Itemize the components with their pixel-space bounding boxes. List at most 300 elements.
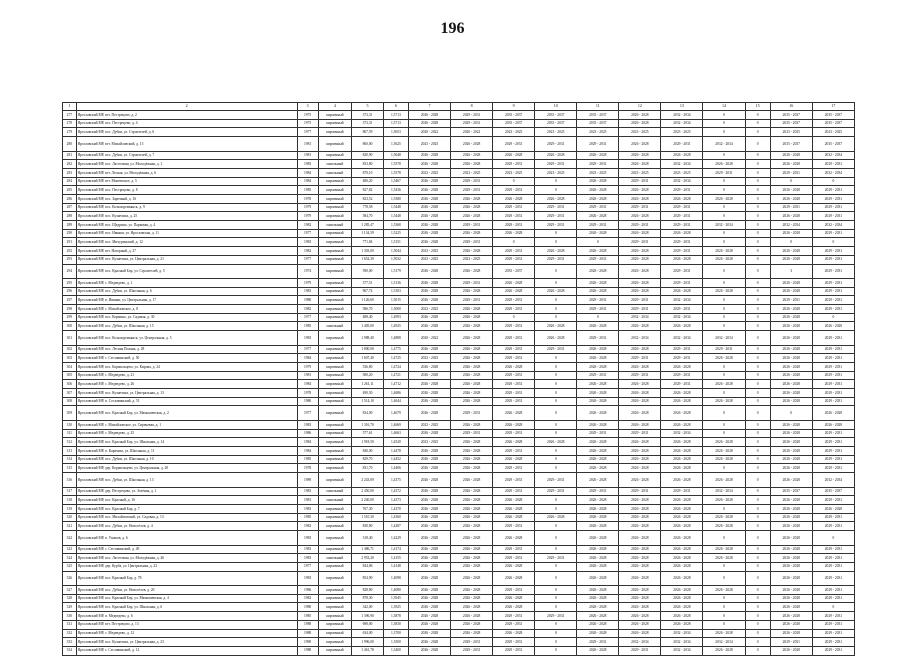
- period-col-8: 2026 - 2028: [451, 447, 493, 456]
- period-col-9: 2029 - 2031: [493, 429, 535, 438]
- address: Ярославский МР, пос. Красный Бор, д. 78: [76, 571, 297, 586]
- address: Ярославский МР, пос. Красный Бор, ул. Школьная, д. 14: [76, 438, 297, 447]
- period-col-10: 2029 - 2031: [535, 473, 577, 488]
- period-col-13: 2026 - 2028: [661, 522, 703, 531]
- period-col-14: 2032 - 2034: [703, 221, 745, 230]
- period-col-9: 2026 - 2028: [493, 455, 535, 464]
- period-col-13: 2026 - 2028: [661, 513, 703, 522]
- period-col-12: 2026 - 2028: [619, 287, 661, 296]
- table-row: [63, 429, 855, 438]
- period-col-15: 0: [745, 363, 770, 372]
- page-number: 196: [440, 20, 465, 37]
- period-col-15: 0: [745, 221, 770, 230]
- period-col-11: 2026 - 2028: [577, 322, 619, 331]
- period-col-15: 0: [745, 371, 770, 380]
- period-col-16: 2026 - 2028: [770, 151, 812, 160]
- table-row: [63, 354, 855, 363]
- period-col-16: 2026 - 2028: [770, 313, 812, 322]
- period-col-12: 2026 - 2028: [619, 473, 661, 488]
- rate: 1,5448: [383, 203, 408, 212]
- period-col-16: 2035 - 2037: [770, 487, 812, 496]
- period-col-10: 0: [535, 264, 577, 279]
- period-col-9: 0: [493, 177, 535, 186]
- period-col-8: 2026 - 2028: [451, 322, 493, 331]
- period-col-11: 2026 - 2028: [577, 287, 619, 296]
- rate: 1,4406: [383, 464, 408, 473]
- period-col-13: 2026 - 2028: [661, 438, 703, 447]
- wall-material: панельный: [318, 496, 352, 505]
- period-col-10: 2026 - 2028: [535, 151, 577, 160]
- period-col-17: 2029 - 2031: [812, 279, 854, 288]
- period-col-11: 2026 - 2028: [577, 464, 619, 473]
- period-col-17: 2029 - 2031: [812, 296, 854, 305]
- address: Ярославский МР, пос. Лесная Поляна, д. 28: [76, 345, 297, 354]
- wall-material: кирпичный: [318, 594, 352, 603]
- period-col-17: 2029 - 2031: [812, 229, 854, 238]
- period-col-8: 2026 - 2028: [451, 562, 493, 571]
- period-col-13: 2026 - 2028: [661, 545, 703, 554]
- area: 584,70: [352, 212, 384, 221]
- period-col-8: 2029 - 2031: [451, 186, 493, 195]
- period-col-14: 0: [703, 229, 745, 238]
- period-col-16: 2026 - 2028: [770, 389, 812, 398]
- period-col-16: 2026 - 2028: [770, 473, 812, 488]
- period-col-11: 2029 - 2031: [577, 371, 619, 380]
- address: Ярославский МР, пос. Дубки, ул. Школьная, д. 13: [76, 473, 297, 488]
- area: 828,80: [352, 586, 384, 595]
- table-row: [63, 229, 855, 238]
- period-col-12: 2026 - 2028: [619, 397, 661, 406]
- period-col-17: 2032 - 2034: [812, 221, 854, 230]
- wall-material: кирпичный: [318, 255, 352, 264]
- build-year: 1979: [297, 279, 318, 288]
- address: Ярославский МР, пос. Козьмодемьянск, д. 9: [76, 203, 297, 212]
- period-col-7: 2020 - 2022: [409, 128, 451, 137]
- period-col-12: 2023 - 2025: [619, 168, 661, 177]
- period-col-16: 2026 - 2028: [770, 438, 812, 447]
- period-col-17: 2029 - 2031: [812, 212, 854, 221]
- row-number: 321: [63, 522, 77, 531]
- period-col-7: 2023 - 2025: [409, 438, 451, 447]
- period-col-13: 2032 - 2034: [661, 296, 703, 305]
- period-col-8: 2026 - 2028: [451, 151, 493, 160]
- column-number: 14: [703, 103, 745, 111]
- rate: 1,5044: [383, 247, 408, 256]
- period-col-12: 2026 - 2028: [619, 586, 661, 595]
- period-col-13: 2032 - 2034: [661, 629, 703, 638]
- table-row: [63, 151, 855, 160]
- area: 1 607,40: [352, 354, 384, 363]
- period-col-9: 2029 - 2031: [493, 447, 535, 456]
- period-col-12: 2026 - 2028: [619, 247, 661, 256]
- period-col-11: 2029 - 2031: [577, 221, 619, 230]
- period-col-10: 0: [535, 397, 577, 406]
- period-col-12: 2026 - 2028: [619, 111, 661, 120]
- period-col-13: 2032 - 2034: [661, 313, 703, 322]
- address: Ярославский МР, пгт. Пестрецово, д. 13: [76, 620, 297, 629]
- row-number: 309: [63, 406, 77, 421]
- period-col-11: 2026 - 2028: [577, 455, 619, 464]
- row-number: 331: [63, 620, 77, 629]
- period-col-12: 2026 - 2028: [619, 629, 661, 638]
- period-col-9: 2029 - 2031: [493, 322, 535, 331]
- period-col-14: 2032 - 2034: [703, 638, 745, 647]
- period-col-17: 2029 - 2031: [812, 464, 854, 473]
- table-row: [63, 380, 855, 389]
- column-number: 1: [63, 103, 77, 111]
- table-row: [63, 119, 855, 128]
- period-col-12: 2026 - 2028: [619, 406, 661, 421]
- period-col-16: 2026 - 2028: [770, 255, 812, 264]
- area: 373,31: [352, 119, 384, 128]
- row-number: 290: [63, 229, 77, 238]
- period-col-8: 2026 - 2028: [451, 629, 493, 638]
- build-year: 1981: [297, 371, 318, 380]
- row-number: 314: [63, 455, 77, 464]
- period-col-10: 0: [535, 629, 577, 638]
- period-col-16: 2026 - 2028: [770, 513, 812, 522]
- period-col-14: 0: [703, 562, 745, 571]
- period-col-11: 2026 - 2028: [577, 363, 619, 372]
- period-col-13: 2032 - 2034: [661, 111, 703, 120]
- period-col-12: 2026 - 2028: [619, 186, 661, 195]
- period-col-17: 2029 - 2031: [812, 380, 854, 389]
- period-col-11: 2026 - 2028: [577, 586, 619, 595]
- period-col-13: 2026 - 2028: [661, 531, 703, 546]
- period-col-7: 2026 - 2028: [409, 620, 451, 629]
- row-number: 285: [63, 186, 77, 195]
- period-col-14: 0: [703, 429, 745, 438]
- period-col-8: 2026 - 2028: [451, 354, 493, 363]
- row-number: 286: [63, 195, 77, 204]
- period-col-8: 2026 - 2028: [451, 160, 493, 169]
- period-col-17: 2032 - 2034: [812, 473, 854, 488]
- period-col-15: 0: [745, 137, 770, 152]
- address: Ярославский МР, с. Сеславинский, д. 12: [76, 646, 297, 655]
- build-year: 1980: [297, 603, 318, 612]
- period-col-15: 0: [745, 160, 770, 169]
- period-col-13: 2029 - 2031: [661, 264, 703, 279]
- wall-material: кирпичный: [318, 429, 352, 438]
- period-col-11: 2026 - 2028: [577, 406, 619, 421]
- period-col-15: 0: [745, 487, 770, 496]
- period-col-10: 0: [535, 380, 577, 389]
- column-number: 17: [812, 103, 854, 111]
- period-col-15: 0: [745, 186, 770, 195]
- table-row: [63, 221, 855, 230]
- period-col-13: 2026 - 2028: [661, 620, 703, 629]
- build-year: 1985: [297, 513, 318, 522]
- row-number: 282: [63, 160, 77, 169]
- period-col-12: 2029 - 2031: [619, 221, 661, 230]
- period-col-9: 2023 - 2025: [493, 168, 535, 177]
- build-year: 1988: [297, 646, 318, 655]
- period-col-7: 2026 - 2028: [409, 264, 451, 279]
- rate: 1,3830: [383, 620, 408, 629]
- rate: 1,5103: [383, 287, 408, 296]
- table-row: [63, 406, 855, 421]
- period-col-15: 0: [745, 562, 770, 571]
- period-col-14: 2026 - 2028: [703, 438, 745, 447]
- wall-material: кирпичный: [318, 212, 352, 221]
- wall-material: кирпичный: [318, 629, 352, 638]
- period-col-7: 2023 - 2025: [409, 420, 451, 429]
- period-col-13: 2023 - 2025: [661, 128, 703, 137]
- period-col-14: 2026 - 2028: [703, 554, 745, 563]
- period-col-15: 0: [745, 151, 770, 160]
- period-col-15: 0: [745, 111, 770, 120]
- period-col-14: 2032 - 2034: [703, 331, 745, 346]
- table-row: [63, 420, 855, 429]
- period-col-9: 2026 - 2028: [493, 420, 535, 429]
- rate: 1,4679: [383, 406, 408, 421]
- build-year: 1980: [297, 397, 318, 406]
- period-col-9: 2029 - 2031: [493, 464, 535, 473]
- period-col-7: 2026 - 2028: [409, 287, 451, 296]
- period-col-14: 2026 - 2028: [703, 586, 745, 595]
- wall-material: кирпичный: [318, 195, 352, 204]
- period-col-10: 0: [535, 562, 577, 571]
- period-col-13: 2026 - 2028: [661, 612, 703, 621]
- area: 823,52: [352, 195, 384, 204]
- area: 1 303,00: [352, 247, 384, 256]
- period-col-13: 2026 - 2028: [661, 594, 703, 603]
- period-col-15: 0: [745, 238, 770, 247]
- period-col-15: 0: [745, 247, 770, 256]
- period-col-15: 0: [745, 420, 770, 429]
- period-col-10: 0: [535, 545, 577, 554]
- period-col-16: 2026 - 2028: [770, 229, 812, 238]
- period-col-13: 2026 - 2028: [661, 562, 703, 571]
- period-col-13: 2029 - 2031: [661, 371, 703, 380]
- row-number: 328: [63, 594, 77, 603]
- period-col-16: 2026 - 2028: [770, 363, 812, 372]
- rate: 1,5000: [383, 305, 408, 314]
- rate: 1,5151: [383, 238, 408, 247]
- period-col-7: 2023 - 2025: [409, 305, 451, 314]
- period-col-11: 2029 - 2031: [577, 305, 619, 314]
- table-row: [63, 603, 855, 612]
- period-col-16: 2026 - 2028: [770, 429, 812, 438]
- row-number: 298: [63, 305, 77, 314]
- period-col-17: 2035 - 2037: [812, 111, 854, 120]
- period-col-7: 2026 - 2028: [409, 212, 451, 221]
- build-year: 1985: [297, 455, 318, 464]
- table-row: [63, 128, 855, 137]
- table-row: [63, 531, 855, 546]
- period-col-14: 2032 - 2034: [703, 487, 745, 496]
- build-year: 1979: [297, 203, 318, 212]
- address: Ярославский МР, пос. Дубки, ул. Школьная, д. 10: [76, 455, 297, 464]
- table-row: [63, 296, 855, 305]
- period-col-14: 2026 - 2028: [703, 287, 745, 296]
- area: 831,70: [352, 464, 384, 473]
- period-col-11: 2026 - 2028: [577, 504, 619, 513]
- area: 830,80: [352, 522, 384, 531]
- column-number: 6: [383, 103, 408, 111]
- period-col-15: 0: [745, 455, 770, 464]
- period-col-10: 2029 - 2031: [535, 554, 577, 563]
- period-col-17: 2029 - 2031: [812, 447, 854, 456]
- area: 590,00: [352, 264, 384, 279]
- period-col-17: 2029 - 2031: [812, 438, 854, 447]
- period-col-17: 2029 - 2031: [812, 638, 854, 647]
- period-col-13: 2026 - 2028: [661, 447, 703, 456]
- period-col-16: 2029 - 2031: [770, 168, 812, 177]
- table-row: [63, 455, 855, 464]
- wall-material: панельный: [318, 554, 352, 563]
- period-col-10: 0: [535, 313, 577, 322]
- period-col-14: 2026 - 2028: [703, 629, 745, 638]
- period-col-17: 2029 - 2031: [812, 186, 854, 195]
- area: 878,30: [352, 594, 384, 603]
- period-col-9: 2026 - 2028: [493, 571, 535, 586]
- period-col-15: 0: [745, 603, 770, 612]
- period-col-17: 2029 - 2031: [812, 287, 854, 296]
- address: Ярославский МР, пос. Мичуринский, д. 12: [76, 238, 297, 247]
- period-col-14: 2029 - 2031: [703, 345, 745, 354]
- address: Ярославский МР, п. Ивняки, ул. Центральная, д. 17: [76, 296, 297, 305]
- build-year: 1981: [297, 137, 318, 152]
- period-col-13: 2029 - 2031: [661, 345, 703, 354]
- build-year: 1983: [297, 531, 318, 546]
- table-row: [63, 313, 855, 322]
- period-col-15: 0: [745, 212, 770, 221]
- build-year: 1981: [297, 151, 318, 160]
- table-row: [63, 137, 855, 152]
- address: Ярославский МР, с. Сеславинский, д. 49: [76, 545, 297, 554]
- period-col-10: 2029 - 2031: [535, 612, 577, 621]
- wall-material: кирпичный: [318, 186, 352, 195]
- period-col-12: 2026 - 2028: [619, 620, 661, 629]
- period-col-16: 2026 - 2028: [770, 380, 812, 389]
- row-number: 294: [63, 264, 77, 279]
- period-col-10: 2026 - 2028: [535, 247, 577, 256]
- period-col-9: 2026 - 2028: [493, 406, 535, 421]
- period-col-9: 2029 - 2031: [493, 331, 535, 346]
- period-col-12: 2026 - 2028: [619, 594, 661, 603]
- wall-material: кирпичный: [318, 531, 352, 546]
- period-col-15: 0: [745, 195, 770, 204]
- area: 867,59: [352, 128, 384, 137]
- period-col-9: 2029 - 2031: [493, 620, 535, 629]
- period-col-17: 2029 - 2031: [812, 429, 854, 438]
- period-col-11: 2035 - 2037: [577, 119, 619, 128]
- period-col-14: 2026 - 2028: [703, 496, 745, 505]
- period-col-8: 2026 - 2028: [451, 212, 493, 221]
- period-col-12: 2026 - 2028: [619, 195, 661, 204]
- period-col-10: 2029 - 2031: [535, 345, 577, 354]
- period-col-8: 2026 - 2028: [451, 371, 493, 380]
- period-col-15: 0: [745, 177, 770, 186]
- period-col-13: 2026 - 2028: [661, 554, 703, 563]
- period-col-10: 0: [535, 504, 577, 513]
- build-year: 1990: [297, 638, 318, 647]
- table-row: [63, 238, 855, 247]
- period-col-8: 2029 - 2031: [451, 279, 493, 288]
- period-col-13: 2026 - 2028: [661, 603, 703, 612]
- period-col-12: 2032 - 2034: [619, 331, 661, 346]
- build-year: 1983: [297, 545, 318, 554]
- rate: 1,4712: [383, 380, 408, 389]
- period-col-15: 0: [745, 429, 770, 438]
- wall-material: кирпичный: [318, 571, 352, 586]
- period-col-7: 2026 - 2028: [409, 160, 451, 169]
- row-number: 287: [63, 203, 77, 212]
- rate: 1,4724: [383, 363, 408, 372]
- period-col-9: 0: [493, 238, 535, 247]
- wall-material: кирпичный: [318, 406, 352, 421]
- area: 1 316,70: [352, 420, 384, 429]
- period-col-10: 2029 - 2031: [535, 160, 577, 169]
- row-number: 312: [63, 438, 77, 447]
- rate: 1,4775: [383, 345, 408, 354]
- period-col-14: 2026 - 2028: [703, 522, 745, 531]
- period-col-12: 2026 - 2028: [619, 380, 661, 389]
- period-col-7: 2026 - 2028: [409, 496, 451, 505]
- address: Ярославский МР, пгт. Пестрецово, д. 2: [76, 111, 297, 120]
- table-row: [63, 646, 855, 655]
- period-col-11: 2029 - 2031: [577, 160, 619, 169]
- period-col-11: 2026 - 2028: [577, 447, 619, 456]
- wall-material: кирпичный: [318, 389, 352, 398]
- period-col-15: 0: [745, 119, 770, 128]
- period-col-16: 2026 - 2028: [770, 522, 812, 531]
- period-col-8: 2026 - 2028: [451, 545, 493, 554]
- period-col-16: 2026 - 2028: [770, 247, 812, 256]
- period-col-15: 0: [745, 496, 770, 505]
- period-col-8: 2026 - 2028: [451, 420, 493, 429]
- period-col-13: 2026 - 2028: [661, 229, 703, 238]
- period-col-16: 2026 - 2028: [770, 195, 812, 204]
- period-col-7: 2026 - 2028: [409, 629, 451, 638]
- period-col-8: 2026 - 2028: [451, 137, 493, 152]
- period-col-10: 2029 - 2031: [535, 487, 577, 496]
- period-col-10: 0: [535, 603, 577, 612]
- period-col-7: 2026 - 2028: [409, 322, 451, 331]
- rate: 1,5225: [383, 229, 408, 238]
- rate: 1,3400: [383, 646, 408, 655]
- period-col-9: 2026 - 2028: [493, 229, 535, 238]
- period-col-7: 2026 - 2028: [409, 313, 451, 322]
- period-col-17: 2026 - 2028: [812, 504, 854, 513]
- period-col-9: 2029 - 2031: [493, 203, 535, 212]
- period-col-14: 0: [703, 371, 745, 380]
- period-col-9: 2026 - 2028: [493, 594, 535, 603]
- rate: 1,4098: [383, 571, 408, 586]
- period-col-7: 2026 - 2028: [409, 151, 451, 160]
- wall-material: кирпичный: [318, 638, 352, 647]
- area: 967,74: [352, 287, 384, 296]
- area: 1 405,00: [352, 322, 384, 331]
- period-col-17: 0: [812, 177, 854, 186]
- period-col-11: 2026 - 2028: [577, 531, 619, 546]
- period-col-16: 2026 - 2028: [770, 571, 812, 586]
- period-col-9: 2029 - 2031: [493, 137, 535, 152]
- period-col-17: 2029 - 2031: [812, 195, 854, 204]
- period-col-12: 2026 - 2028: [619, 603, 661, 612]
- period-col-7: 2026 - 2028: [409, 562, 451, 571]
- table-row: [63, 264, 855, 279]
- period-col-11: 2029 - 2031: [577, 638, 619, 647]
- wall-material: кирпичный: [318, 455, 352, 464]
- rate: 1,5467: [383, 177, 408, 186]
- column-number: 9: [493, 103, 535, 111]
- table-row: [63, 620, 855, 629]
- period-col-14: 2026 - 2028: [703, 160, 745, 169]
- period-col-17: 2029 - 2031: [812, 571, 854, 586]
- period-col-9: 2026 - 2028: [493, 629, 535, 638]
